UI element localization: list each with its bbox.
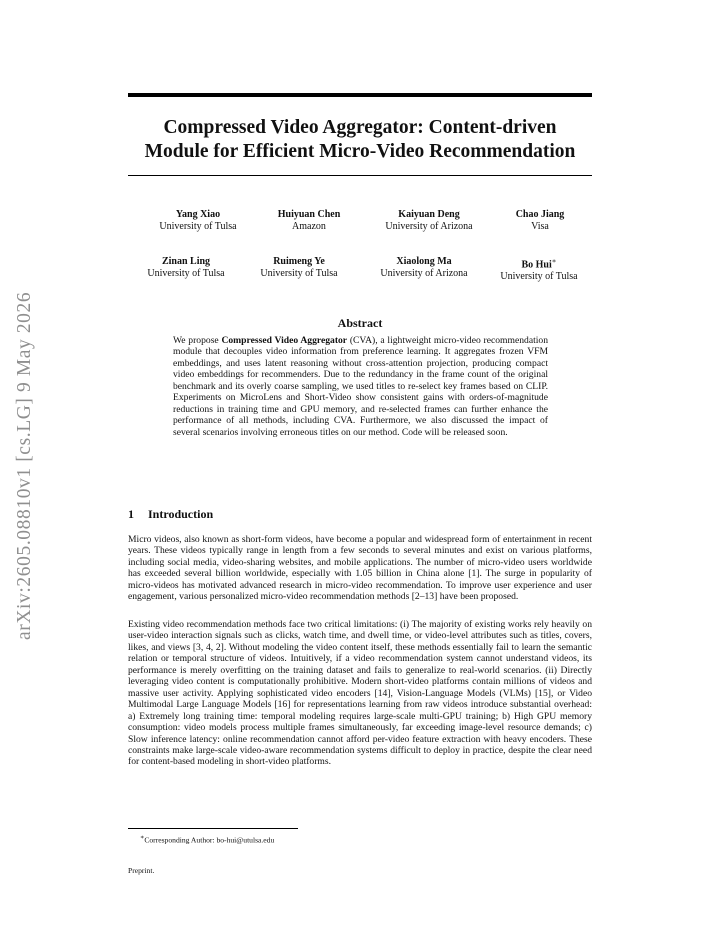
title-bottom-rule — [128, 175, 592, 176]
footnote — [140, 834, 274, 845]
section-heading — [128, 507, 213, 522]
author-affiliation: University of Arizona — [380, 267, 468, 279]
author-name: Huiyuan Chen — [277, 209, 341, 220]
abstract-heading: Abstract — [337, 316, 383, 330]
author-affiliation: Amazon — [292, 220, 326, 232]
author-affiliation: University of Tulsa — [500, 270, 578, 282]
abstract-text: (CVA), a lightweight micro-video recommendation module that decouples video information from preference learning. It aggregates frozen VFM embeddings, and uses latent reasoning without cross-attention projection, producing compact video embeddings for recommenders. Due to the redundancy in the frame count of the original benchmark and its overly coarse sampling, we used titles to re-select key frames based on CLIP. Experiments on MicroLens and Short-Video show consistent gains with orders-of-magnitude reductions in training time and GPU memory, and re-selected frames can further enhance the performance of all methods, including CVA. Furthermore, we also discussed the impact of several scenarios involving erroneous titles on our method. Code will be released soon. — [173, 335, 549, 438]
author-block — [239, 209, 379, 232]
author-name: Zinan Ling — [161, 256, 211, 267]
abstract-body — [173, 335, 548, 438]
author-name — [469, 256, 609, 271]
author-affiliation: University of Tulsa — [159, 220, 237, 232]
preprint-label: Preprint. — [128, 866, 155, 875]
author-name: Ruimeng Ye — [273, 256, 325, 267]
author-name: Yang Xiao — [175, 209, 221, 220]
author-affiliation: University of Tulsa — [147, 267, 225, 279]
author-name: Kaiyuan Deng — [398, 209, 460, 220]
title-line-1: Compressed Video Aggregator: Content-driven — [163, 117, 557, 138]
body-paragraph: Micro videos, also known as short-form videos, have become a popular and widespread form of entertainment in recent years. These videos typically range in length from a few seconds to several minutes and exist on various platforms, including social media, video-sharing websites, and mobile applications. The number of micro-video users worldwide has exceeded several billion worldwide, especially with 1.05 billion in China alone [1]. The surge in popularity of micro-videos has motivated advanced research in micro-video recommendation. To improve user experience and user engagement, various personalized micro-video recommendation methods [2–13] have been proposed. — [128, 534, 592, 603]
author-name: Xiaolong Ma — [396, 256, 452, 267]
author-affiliation: Visa — [531, 220, 549, 232]
section-title: Introduction — [148, 507, 214, 521]
author-name: Chao Jiang — [515, 209, 565, 220]
paper-title — [120, 116, 600, 164]
footnote-text: Corresponding Author: bo-hui@utulsa.edu — [144, 835, 275, 845]
author-block — [229, 256, 369, 279]
arxiv-identifier-stamp: arXiv:2605.08810v1 [cs.LG] 9 May 2026 — [14, 291, 35, 640]
author-block — [469, 256, 609, 282]
author-affiliation: University of Tulsa — [260, 267, 338, 279]
title-line-2: Module for Efficient Micro-Video Recommendation — [144, 141, 576, 162]
body-paragraph: Existing video recommendation methods face two critical limitations: (i) The majority of existing works rely heavily on user-video interaction signals such as clicks, watch time, and dwell time, or video-level attributes such as titles, covers, likes, and views [3, 4, 2]. Without modeling the video content itself, these methods essentially fail to learn the semantic relation or temporal structure of videos. Intuitively, if a video recommendation system cannot understand videos, its performance is merely overfitting on the training dataset and fails to generalize to real-world scenarios. (ii) Directly leveraging video content is computationally prohibitive. Modern short-video platforms contain millions of videos and massive user activity. Applying sophisticated video encoders [14], Vision-Language Models (VLMs) [15], or Video Multimodal Large Language Models [16] for representations learning from raw videos introduce substantial overhead: a) Extremely long training time: temporal modeling requires large-scale multi-GPU training; b) High GPU memory consumption: video models process multiple frames simultaneously, far exceeding image-level resource demands; c) Slow inference latency: online recommendation cannot afford per-video feature extraction with heavy encoders. These constraints make large-scale video-aware recommendation systems difficult to deploy in practice, despite the clear need for content-based modeling in short-video platforms. — [128, 619, 592, 768]
abstract-method-name: Compressed Video Aggregator — [221, 335, 348, 346]
author-block — [470, 209, 610, 232]
author-name-text: Bo Hui — [521, 259, 552, 271]
section-number: 1 — [128, 507, 134, 521]
abstract-lead: We propose — [173, 335, 222, 346]
title-top-rule — [128, 93, 592, 97]
author-affiliation: University of Arizona — [385, 220, 473, 232]
corresponding-author-mark: ∗ — [551, 257, 557, 265]
footnote-rule — [128, 828, 298, 829]
footnote-mark: ∗ — [140, 834, 145, 841]
